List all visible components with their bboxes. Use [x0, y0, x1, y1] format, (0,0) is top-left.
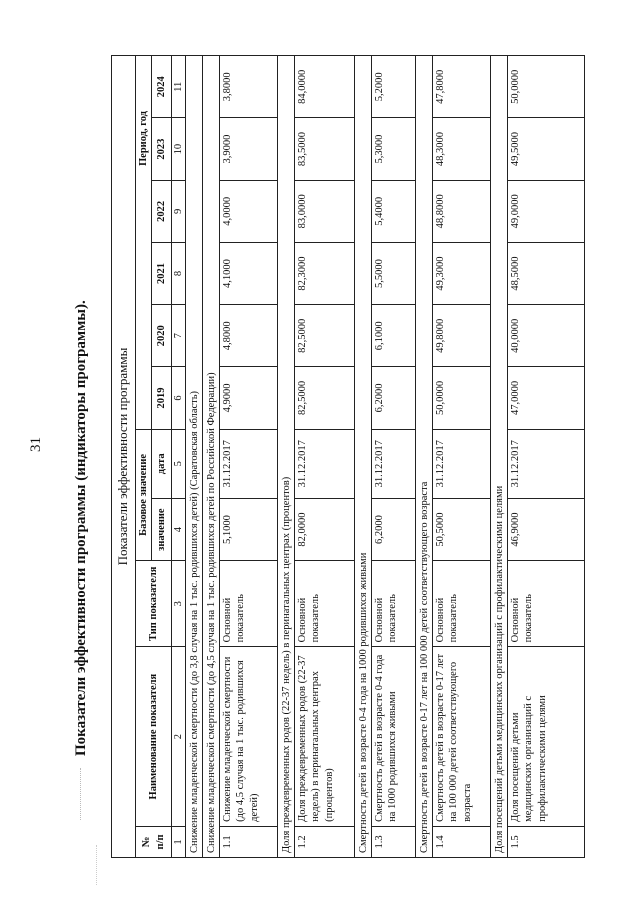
row-value-2023: 49,5000	[508, 118, 585, 180]
header-year-2023: 2023	[152, 118, 172, 180]
row-value-2019: 50,0000	[433, 367, 491, 429]
row-name: Смертность детей в возрасте 0-4 года на 1000 родившихся живыми	[372, 647, 416, 827]
row-name: Доля преждевременных родов (22-37 недель) в перинатальных центрах (процентов)	[295, 647, 355, 827]
table-row	[433, 56, 491, 858]
header-base-value: значение	[152, 499, 172, 561]
header-name: Наименование показателя	[136, 647, 172, 827]
row-num: 1.5	[508, 826, 585, 857]
row-base-date: 31.12.2017	[508, 429, 585, 498]
section-title: Смертность детей в возрасте 0-17 лет на 100 000 детей соответствующего возраста	[416, 56, 433, 858]
row-name: Доля посещений детьми медицинских организаций с профилактическими целями	[508, 647, 585, 827]
row-value-2019: 47,0000	[508, 367, 585, 429]
row-value-2020: 82,5000	[295, 305, 355, 367]
row-base-value: 46,9000	[508, 499, 585, 561]
page-heading: Показатели эффективности программы (индикаторы программы).	[73, 300, 89, 756]
row-value-2021: 82,3000	[295, 242, 355, 304]
row-type: Основной показатель	[433, 561, 491, 647]
header-year-2021: 2021	[152, 242, 172, 304]
row-type: Основной показатель	[220, 561, 278, 647]
row-value-2022: 48,8000	[433, 180, 491, 242]
row-num: 1.4	[433, 826, 491, 857]
row-base-value: 6,2000	[372, 499, 416, 561]
row-value-2021: 48,5000	[508, 242, 585, 304]
col-number: 10	[172, 118, 186, 180]
table-row	[508, 56, 585, 858]
row-value-2021: 49,3000	[433, 242, 491, 304]
header-type: Тип показателя	[136, 561, 172, 647]
row-num: 1.2	[295, 826, 355, 857]
row-base-date: 31.12.2017	[433, 429, 491, 498]
row-type: Основной показатель	[508, 561, 585, 647]
col-number: 6	[172, 367, 186, 429]
row-value-2019: 82,5000	[295, 367, 355, 429]
row-type: Основной показатель	[372, 561, 416, 647]
section-title: Снижение младенческой смертности (до 4,5 случая на 1 тыс. родившихся детей по Российской Федерации)	[203, 56, 220, 858]
row-name: Смертность детей в возрасте 0-17 лет на 100 000 детей соответствующего возраста	[433, 647, 491, 827]
row-value-2022: 49,0000	[508, 180, 585, 242]
indicators-table-wrapper	[111, 55, 585, 858]
row-value-2022: 83,0000	[295, 180, 355, 242]
row-value-2019: 4,9000	[220, 367, 278, 429]
row-base-value: 5,1000	[220, 499, 278, 561]
section-title: Доля посещений детьми медицинских организаций с профилактическими целями	[491, 56, 508, 858]
row-value-2020: 40,0000	[508, 305, 585, 367]
table-row	[220, 56, 278, 858]
header-year-2020: 2020	[152, 305, 172, 367]
row-num: 1.1	[220, 826, 278, 857]
row-value-2024: 47,8000	[433, 56, 491, 119]
col-number: 5	[172, 429, 186, 498]
row-base-value: 50,5000	[433, 499, 491, 561]
col-number: 3	[172, 561, 186, 647]
header-base: Базовое значение	[136, 429, 152, 561]
row-value-2022: 5,4000	[372, 180, 416, 242]
row-base-date: 31.12.2017	[372, 429, 416, 498]
row-value-2024: 3,8000	[220, 56, 278, 119]
row-value-2023: 5,3000	[372, 118, 416, 180]
faint-mark	[80, 768, 82, 820]
row-base-date: 31.12.2017	[295, 429, 355, 498]
row-base-date: 31.12.2017	[220, 429, 278, 498]
col-number: 9	[172, 180, 186, 242]
row-value-2020: 4,8000	[220, 305, 278, 367]
section-title: Смертность детей в возрасте 0-4 года на 1000 родившихся живыми	[355, 56, 372, 858]
row-num: 1.3	[372, 826, 416, 857]
row-type: Основной показатель	[295, 561, 355, 647]
row-value-2023: 3,9000	[220, 118, 278, 180]
header-num: № п/п	[136, 826, 172, 857]
row-value-2024: 5,2000	[372, 56, 416, 119]
row-value-2022: 4,0000	[220, 180, 278, 242]
row-value-2021: 4,1000	[220, 242, 278, 304]
row-value-2020: 6,1000	[372, 305, 416, 367]
col-number: 2	[172, 647, 186, 827]
row-value-2024: 50,0000	[508, 56, 585, 119]
col-number: 8	[172, 242, 186, 304]
row-value-2019: 6,2000	[372, 367, 416, 429]
page-number: 31	[28, 437, 44, 452]
section-title: Снижение младенческой смертности (до 3,8 случая на 1 тыс. родившихся детей) (Саратовская область)	[186, 56, 203, 858]
table-row	[295, 56, 355, 858]
header-year-2022: 2022	[152, 180, 172, 242]
row-value-2020: 49,8000	[433, 305, 491, 367]
row-value-2023: 83,5000	[295, 118, 355, 180]
table-row	[372, 56, 416, 858]
col-number: 4	[172, 499, 186, 561]
header-base-date: дата	[152, 429, 172, 498]
header-year-2019: 2019	[152, 367, 172, 429]
col-number: 1	[172, 826, 186, 857]
faint-mark-2	[96, 845, 98, 885]
section-title: Доля преждевременных родов (22-37 недель) в перинатальных центрах (процентов)	[278, 56, 295, 858]
row-name: Снижение младенческой смертности (до 4,5 случая на 1 тыс. родившихся детей)	[220, 647, 278, 827]
col-number: 11	[172, 56, 186, 119]
row-value-2023: 48,3000	[433, 118, 491, 180]
row-base-value: 82,0000	[295, 499, 355, 561]
col-number: 7	[172, 305, 186, 367]
header-period: Период, год	[136, 56, 152, 430]
table-title: Показатели эффективности программы	[112, 56, 136, 858]
row-value-2024: 84,0000	[295, 56, 355, 119]
header-year-2024: 2024	[152, 56, 172, 119]
row-value-2021: 5,5000	[372, 242, 416, 304]
indicators-table	[111, 55, 585, 858]
